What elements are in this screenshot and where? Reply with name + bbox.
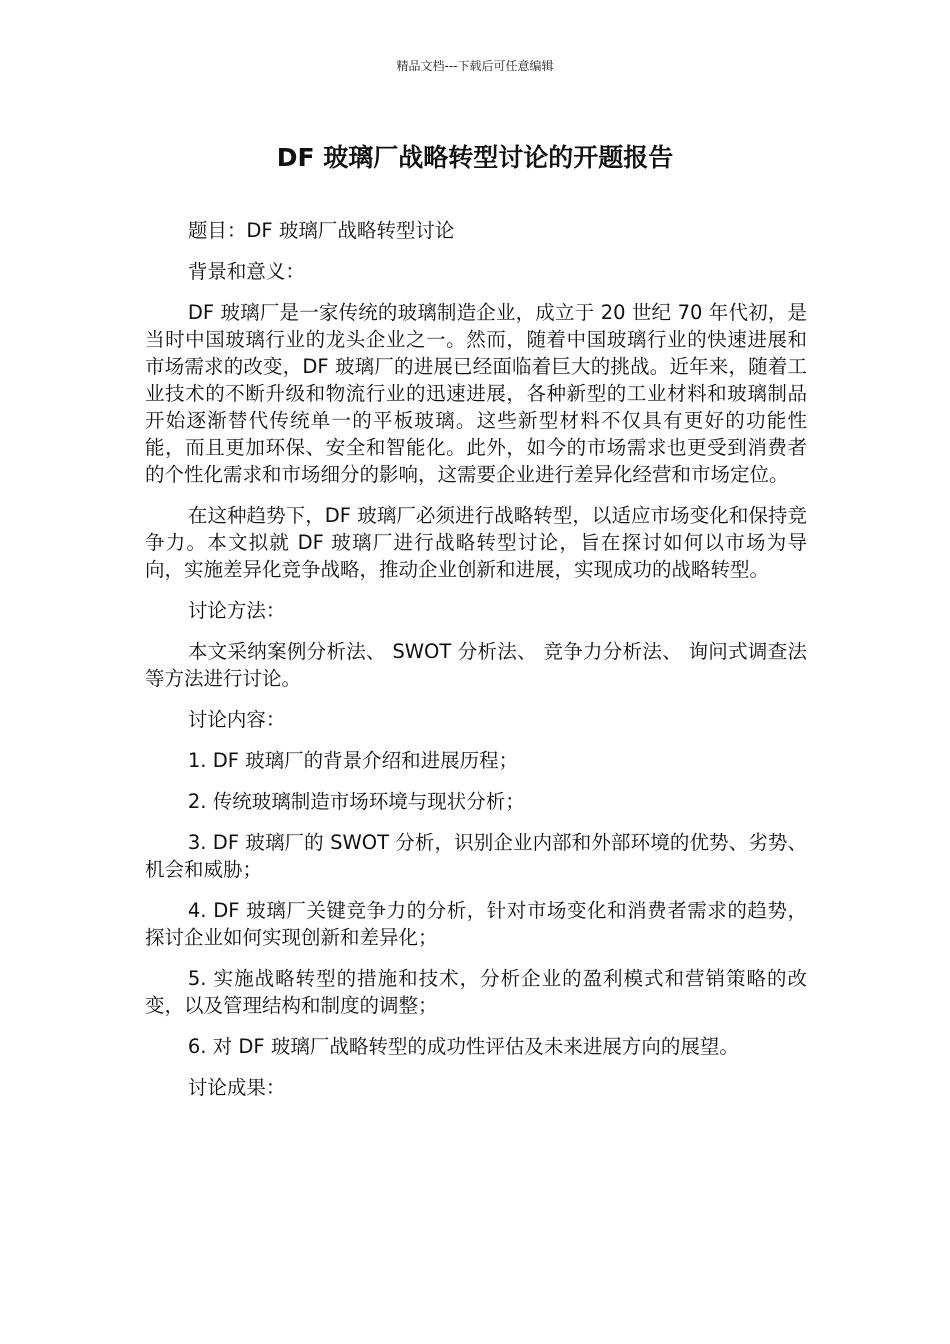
content-item-2: 2. 传统玻璃制造市场环境与现状分析； — [187, 790, 525, 813]
content-item-4: 4. DF 玻璃厂关键竞争力的分析，针对市场变化和消费者需求的趋势，探讨企业如何实现创新和差异化； — [145, 899, 807, 949]
section-heading-background: 背景和意义： — [187, 260, 305, 283]
topic-line: 题目：DF 玻璃厂战略转型讨论 — [187, 219, 455, 242]
header-note: 精品文档---下载后可任意编辑 — [396, 59, 554, 73]
document-title: DF 玻璃厂战略转型讨论的开题报告 — [276, 143, 674, 172]
section-heading-content: 讨论内容： — [187, 708, 286, 731]
background-paragraph: DF 玻璃厂是一家传统的玻璃制造企业，成立于 20 世纪 70 年代初，是当时中国玻璃行业的龙头企业之一。然而，随着中国玻璃行业的快速进展和市场需求的改变，DF 玻璃厂的进展已经面临着巨大的挑战。近年来，随着工业技术的不断升级和物流行业的迅速进展，各种新型的工业材料和玻璃制品开始逐渐替代传统单一的平板玻璃。这些新型材料不仅具有更好的功能性能，而且更加环保、安全和智能化。此外，如今的市场需求也更受到消费者的个性化需求和市场细分的影响，这需要企业进行差异化经营和市场定位。 — [145, 301, 807, 486]
content-item-3: 3. DF 玻璃厂的 SWOT 分析，识别企业内部和外部环境的优势、劣势、机会和威胁； — [145, 831, 807, 881]
content-item-6: 6. 对 DF 玻璃厂战略转型的成功性评估及未来进展方向的展望。 — [187, 1035, 739, 1058]
content-item-5: 5. 实施战略转型的措施和技术，分析企业的盈利模式和营销策略的改变，以及管理结构和制度的调整； — [145, 967, 807, 1017]
significance-paragraph: 在这种趋势下，DF 玻璃厂必须进行战略转型，以适应市场变化和保持竞争力。本文拟就 DF 玻璃厂进行战略转型讨论，旨在探讨如何以市场为导向，实施差异化竞争战略，推动企业创新和进展，实现成功的战略转型。 — [145, 504, 807, 581]
document-body — [145, 217, 807, 1115]
content-item-1: 1. DF 玻璃厂的背景介绍和进展历程； — [187, 749, 519, 772]
section-heading-results: 讨论成果： — [187, 1076, 286, 1099]
methods-paragraph: 本文采纳案例分析法、 SWOT 分析法、 竞争力分析法、 询问式调查法等方法进行讨论。 — [145, 640, 807, 690]
section-heading-methods: 讨论方法： — [187, 599, 286, 622]
